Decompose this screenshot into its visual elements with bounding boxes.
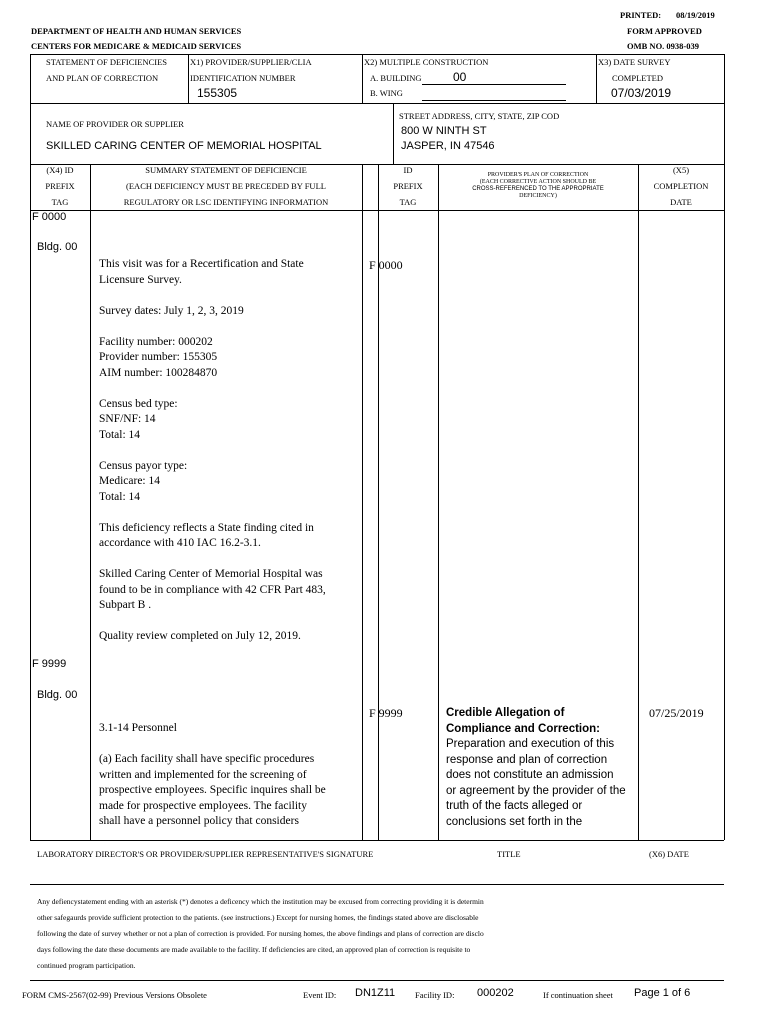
centers-title: CENTERS FOR MEDICARE & MEDICAID SERVICES: [31, 41, 242, 51]
frame-line-top: [30, 54, 724, 55]
summary-header-line1: SUMMARY STATEMENT OF DEFICIENCIE: [145, 165, 307, 175]
facility-id-label: Facility ID:: [415, 990, 455, 1000]
x5-label: (X5): [672, 165, 690, 175]
disclaimer-line: following the date of survey whether or not a plan of correction is provided. For nursing homes, the above findings and plans of correction are disclo: [37, 929, 484, 938]
table-bottom-line: [30, 840, 724, 841]
plan-heading-credible-allegation: Credible Allegation of Compliance and Correction:: [446, 707, 600, 735]
table-line: [724, 164, 725, 840]
frame-line: [188, 54, 189, 103]
entry-building: Bldg. 00: [37, 241, 78, 253]
continuation-label: If continuation sheet: [543, 990, 613, 1000]
frame-line: [30, 103, 31, 164]
x2-label: X2) MULTIPLE CONSTRUCTION: [364, 57, 489, 67]
entry-building: Bldg. 00: [37, 689, 78, 701]
wing-label: B. WING: [370, 88, 403, 98]
disclaimer-line: continued program participation.: [37, 961, 136, 970]
event-id-value: DN1Z11: [355, 987, 396, 999]
frame-line: [596, 54, 597, 103]
column-header-bottom-line: [30, 210, 724, 211]
signature-label: LABORATORY DIRECTOR'S OR PROVIDER/SUPPLIER REPRESENTATIVE'S SIGNATURE: [37, 849, 374, 859]
provider-id-value: 155305: [197, 86, 238, 100]
disclaimer-line: other safegaurds provide sufficient protection to the patients. (see instructions.) Except for nursing homes, the findings stated above are disclosable: [37, 913, 479, 922]
frame-line: [724, 54, 725, 164]
omb-number: OMB NO. 0938-039: [627, 41, 700, 51]
plan-header-line4: DEFICIENCY): [519, 193, 557, 199]
id-prefix-label: PREFIX: [393, 181, 423, 191]
entry-summary-f0000: This visit was for a Recertification and State Licensure Survey. Survey dates: July 1, 2, 3, 2019 Facility number: 000202 Provider number: 155305 AIM number: 100284870 Census bed type: SNF/NF: 14 Total: 14 Census payor type: Medicare: 14 Total: 14 This deficiency reflects a State finding cited in accordance with 410 IAC 16.2-3.1. Skilled Caring Center of Memorial Hospital was found to be in compliance with 42 CFR Part 483, Subpart B . Quality review completed on July 12, 2019.: [99, 258, 326, 642]
statement-label: STATEMENT OF DEFICIENCIES: [46, 57, 168, 67]
table-line: [90, 164, 91, 840]
frame-line: [30, 103, 724, 104]
department-title: DEPARTMENT OF HEALTH AND HUMAN SERVICES: [31, 26, 242, 36]
x4-id-label: (X4) ID: [46, 165, 74, 175]
city-state-zip-value: JASPER, IN 47546: [401, 140, 495, 152]
frame-line: [362, 54, 363, 103]
provider-name-value: SKILLED CARING CENTER OF MEMORIAL HOSPITAL: [46, 140, 322, 152]
x4-tag-label: TAG: [51, 197, 69, 207]
x1-label: X1) PROVIDER/SUPPLIER/CLIA: [190, 57, 312, 67]
printed-date: 08/19/2019: [676, 10, 715, 20]
entry-tag-f0000: F 0000: [32, 211, 67, 223]
table-line: [362, 164, 363, 840]
entry-summary-f9999: 3.1-14 Personnel (a) Each facility shall have specific procedures written and implemented for the screening of prospective employees. Specific inquires shall be made for prospective employees. The facility shall have a personnel policy that considers: [99, 722, 326, 827]
table-line: [30, 164, 31, 840]
plan-text-f9999: Preparation and execution of this response and plan of correction does not constitute an admission or agreement by the provider of the truth of the facts alleged or conclusions set forth in the: [446, 738, 626, 828]
plan-header-line1: PROVIDER'S PLAN OF CORRECTION: [487, 172, 589, 178]
building-label: A. BUILDING: [370, 73, 422, 83]
id-tag-label: TAG: [399, 197, 417, 207]
x6-date-label: (X6) DATE: [649, 849, 689, 859]
signature-bottom-line: [30, 884, 724, 885]
page-number: Page 1 of 6: [634, 987, 691, 999]
x3-label: X3) DATE SURVEY: [598, 57, 671, 67]
summary-header-line3: REGULATORY OR LSC IDENTIFYING INFORMATION: [123, 197, 329, 207]
table-line: [638, 164, 639, 840]
identification-number-label: IDENTIFICATION NUMBER: [190, 73, 296, 83]
disclaimer-line: Any defiencystatement ending with an asterisk (*) denotes a deficency which the institution may be excused from correcting providing it is determin: [37, 897, 484, 906]
plan-header-line2: (EACH CORRECTIVE ACTION SHOULD BE: [479, 179, 597, 185]
completed-label: COMPLETED: [612, 73, 663, 83]
form-approved: FORM APPROVED: [627, 26, 702, 36]
frame-line: [30, 54, 31, 103]
facility-id-value: 000202: [477, 987, 514, 999]
provider-name-label: NAME OF PROVIDER OR SUPPLIER: [46, 119, 184, 129]
id-label: ID: [403, 165, 413, 175]
survey-date-value: 07/03/2019: [611, 86, 672, 100]
completion-date-f9999: 07/25/2019: [649, 706, 704, 720]
plan-header-line3: CROSS-REFERENCED TO THE APPROPRIATE: [472, 186, 604, 192]
event-id-label: Event ID:: [303, 990, 337, 1000]
completion-label: COMPLETION: [653, 181, 709, 191]
disclaimer-bottom-line: [30, 980, 724, 981]
street-address-label: STREET ADDRESS, CITY, STATE, ZIP COD: [399, 111, 560, 121]
frame-line: [393, 103, 394, 164]
entry-id-f9999: F 9999: [369, 706, 403, 720]
disclaimer-line: days following the date these documents are made available to the facility. If deficiencies are cited, an approved plan of correction is requisite to: [37, 945, 471, 954]
summary-header-line2: (EACH DEFICIENCY MUST BE PRECEDED BY FULL: [126, 181, 326, 191]
street-address-value: 800 W NINTH ST: [401, 125, 487, 137]
plan-of-correction-label: AND PLAN OF CORRECTION: [46, 73, 159, 83]
entry-tag-f9999: F 9999: [32, 658, 67, 670]
entry-id-f0000: F 0000: [369, 258, 403, 272]
disclaimer: [37, 894, 727, 974]
date-label: DATE: [670, 197, 692, 207]
wing-underline: [422, 100, 566, 101]
printed-label: PRINTED:: [620, 10, 662, 20]
building-underline: [422, 84, 566, 85]
building-value: 00: [453, 70, 467, 84]
x4-prefix-label: PREFIX: [45, 181, 75, 191]
title-label: TITLE: [497, 849, 521, 859]
form-number: FORM CMS-2567(02-99) Previous Versions Obsolete: [22, 990, 207, 1000]
table-line: [438, 164, 439, 840]
